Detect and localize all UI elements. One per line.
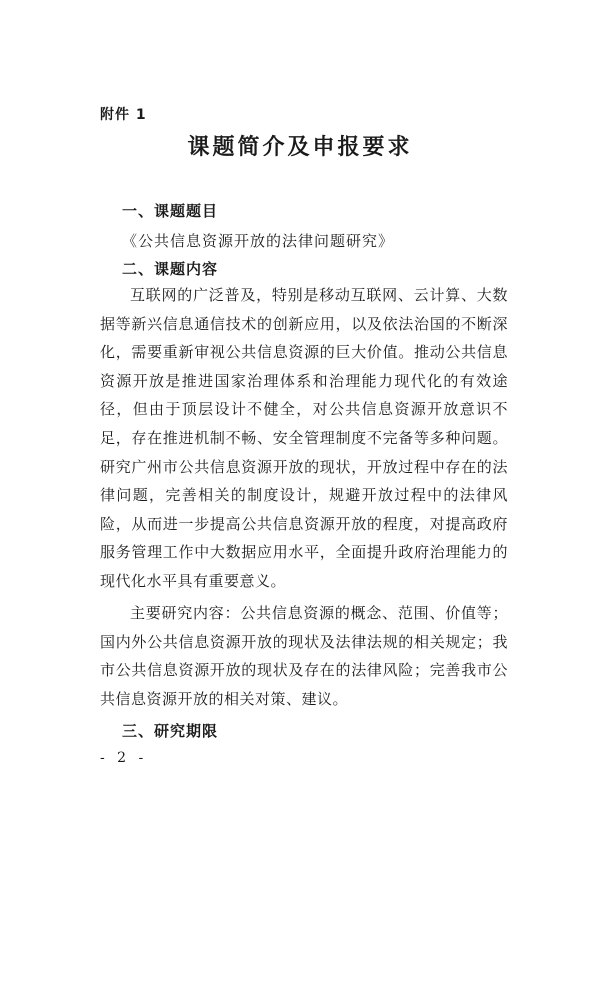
content-paragraph-2: 主要研究内容：公共信息资源的概念、范围、价值等；国内外公共信息资源开放的现状及法律法规的相关规定；我市公共信息资源开放的现状及存在的法律风险；完善我市公共信息资源开放的相关对策、建议。 <box>100 604 508 708</box>
attachment-label: 附件 1 <box>100 107 147 123</box>
page-title: 课题简介及申报要求 <box>187 135 413 160</box>
topic-title: 《公共信息资源开放的法律问题研究》 <box>122 232 395 250</box>
section-heading-content: 二、课题内容 <box>122 260 219 278</box>
section-heading-topic: 一、课题题目 <box>122 202 219 220</box>
section-heading-period: 三、研究期限 <box>122 722 219 740</box>
content-paragraph-1: 互联网的广泛普及，特别是移动互联网、云计算、大数据等新兴信息通信技术的创新应用，以及依法治国的不断深化，需要重新审视公共信息资源的巨大价值。推动公共信息资源开放是推进国家治理体系和治理能力现代化的有效途径，但由于顶层设计不健全，对公共信息资源开放意识不足，存在推进机制不畅、安全管理制度不完备等多种问题。研究广州市公共信息资源开放的现状，开放过程中存在的法律问题，完善相关的制度设计，规避开放过程中的法律风险，从而进一步提高公共信息资源开放的程度，对提高政府服务管理工作中大数据应用水平，全面提升政府治理能力的现代化水平具有重要意义。 <box>100 286 508 590</box>
page-number: - 2 - <box>100 750 148 766</box>
